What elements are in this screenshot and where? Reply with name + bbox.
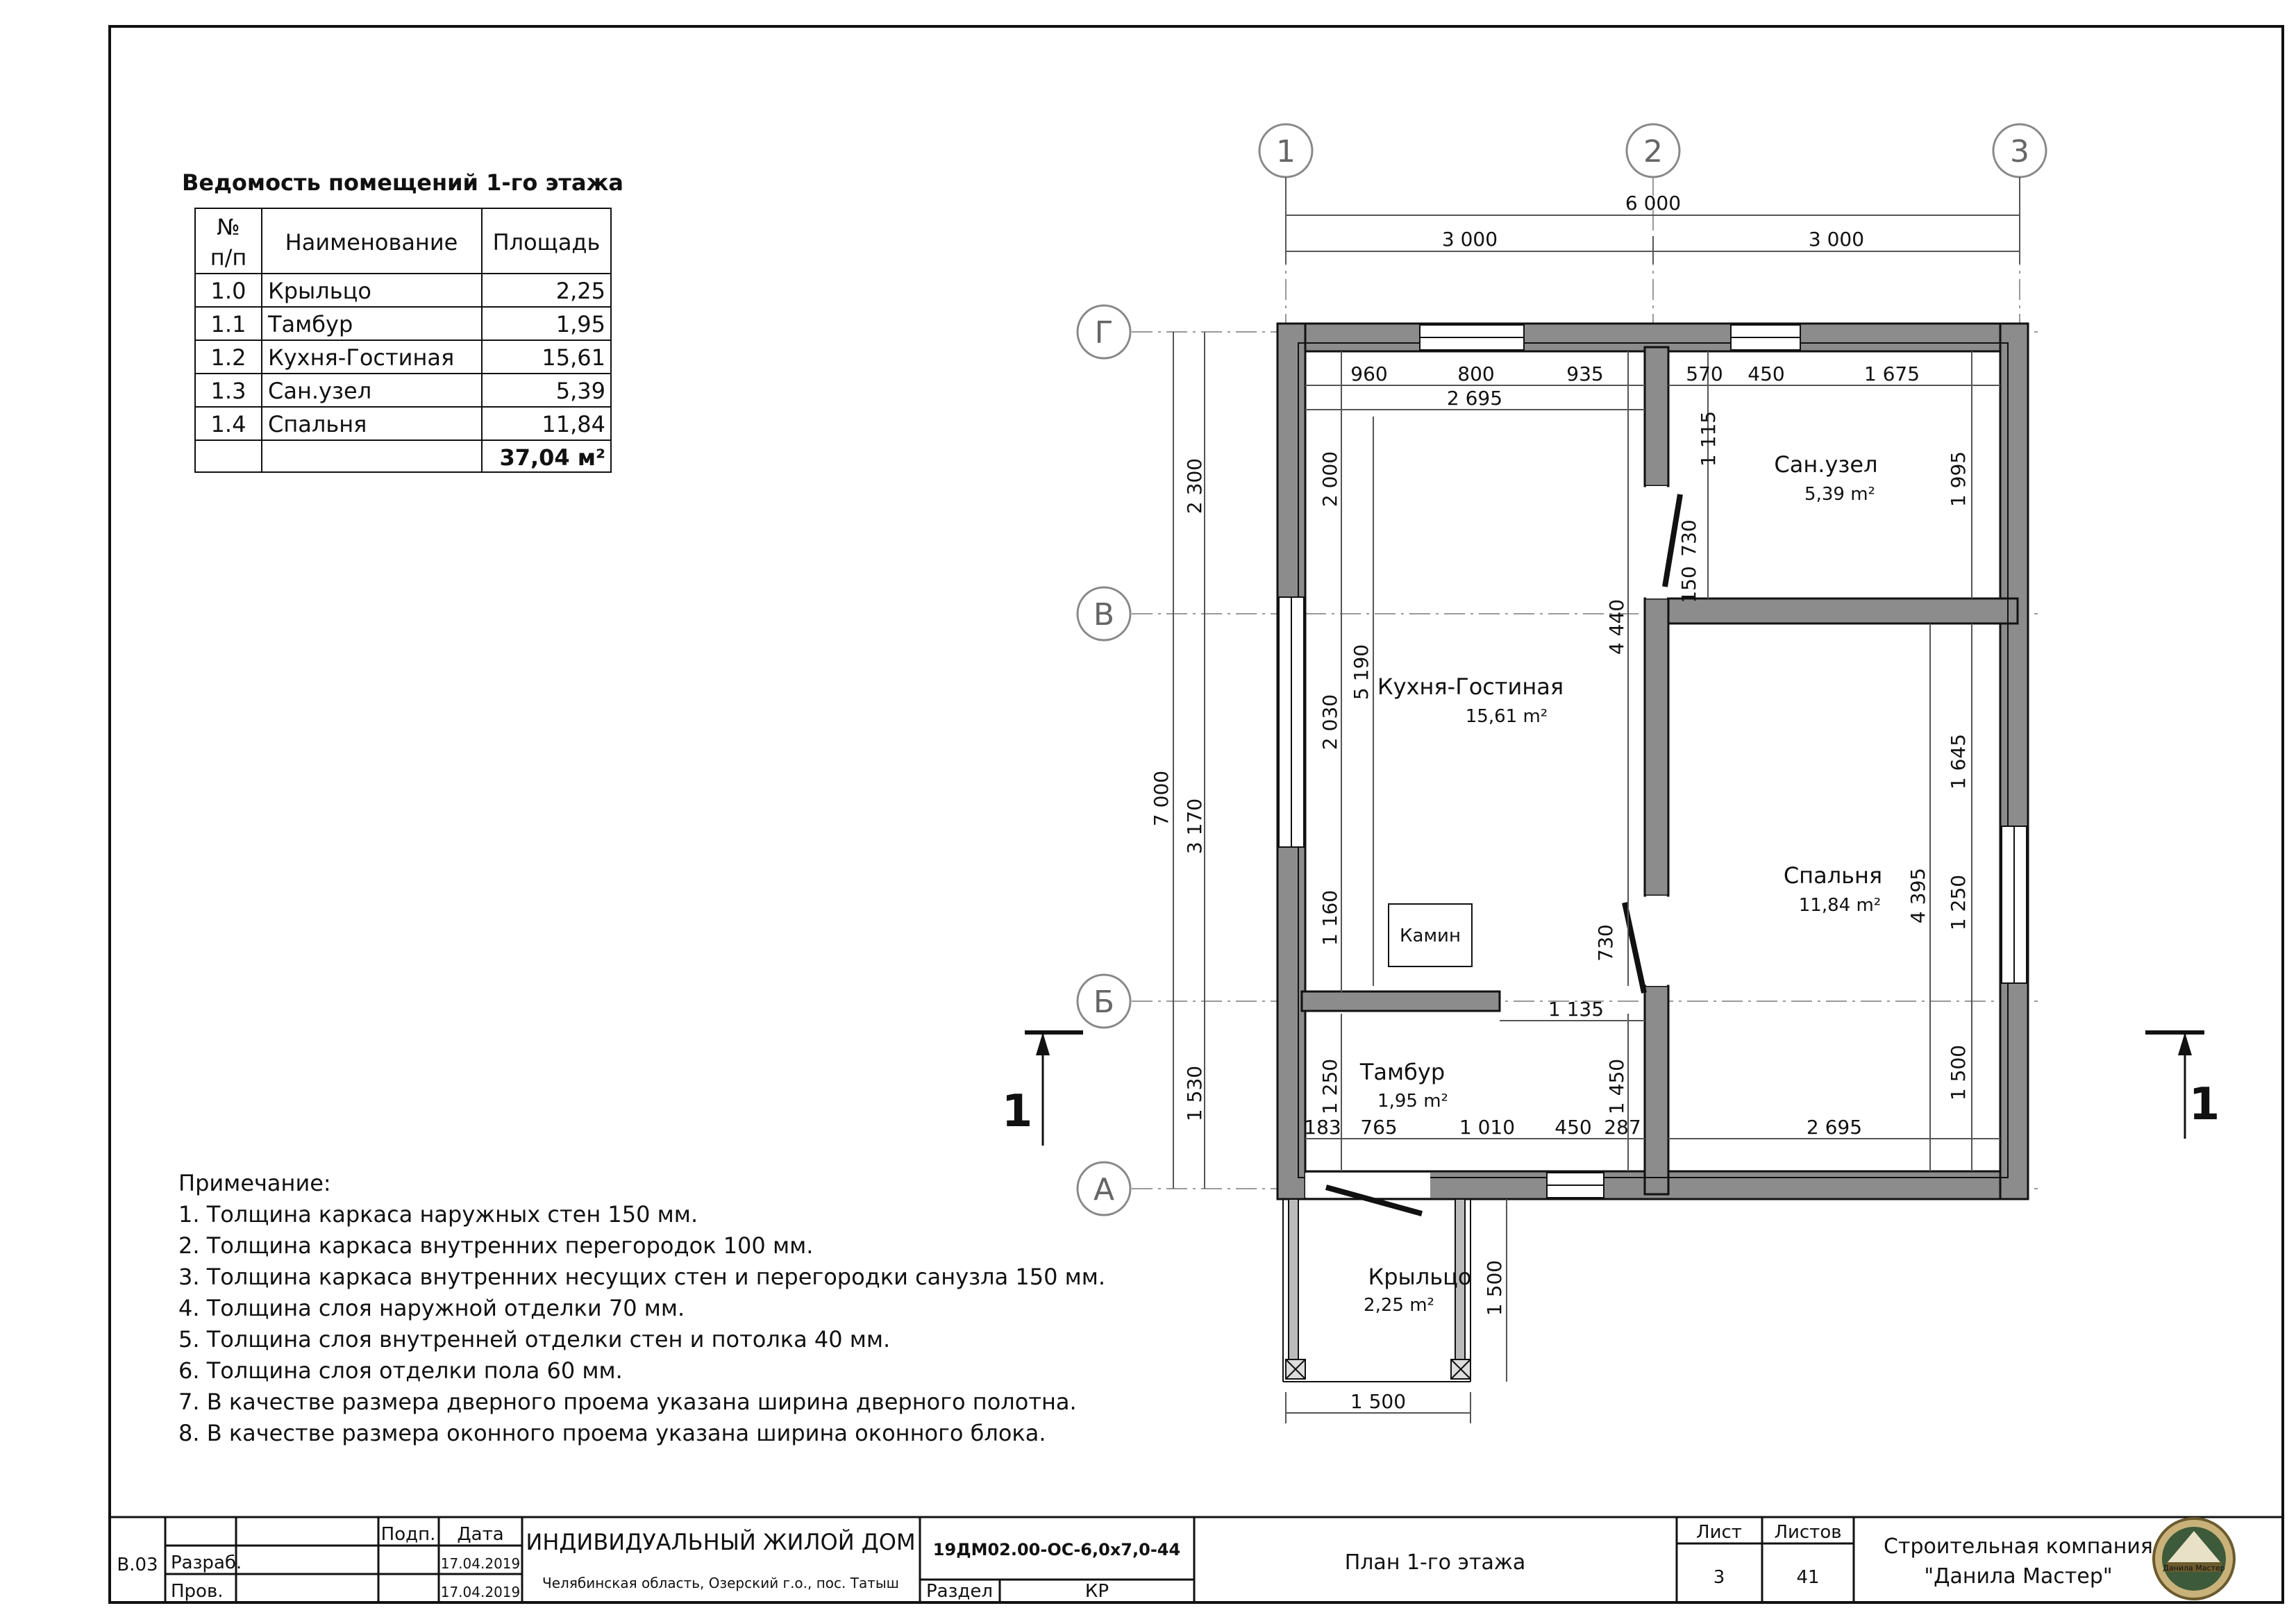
- room-area: 2,25 m²: [1364, 1295, 1434, 1316]
- sheet-title: План 1-го этажа: [1344, 1550, 1526, 1575]
- company-name-2: "Данила Мастер": [1924, 1564, 2113, 1589]
- dim-2000: 2 000: [1318, 451, 1341, 508]
- dim-183: 183: [1304, 1116, 1341, 1139]
- title-block: [110, 1517, 2283, 1602]
- dim-150: 150: [1677, 566, 1700, 603]
- dim-7000: 7 000: [1150, 770, 1173, 827]
- note-item: 1. Толщина каркаса наружных стен 150 мм.: [178, 1201, 698, 1228]
- dim-730-top: 730: [1677, 519, 1700, 557]
- schedule-header-name: Наименование: [285, 229, 458, 256]
- note-item: 5. Толщина слоя внутренней отделки стен и потолка 40 мм.: [178, 1326, 891, 1353]
- room-name: Тамбур: [1359, 1059, 1446, 1085]
- section-label: 1: [1001, 1086, 1033, 1137]
- dim-5190: 5 190: [1350, 644, 1373, 701]
- room-area: 5,39 m²: [1804, 484, 1875, 505]
- note-item: 8. В качестве размера оконного проема указана ширина оконного блока.: [178, 1420, 1046, 1446]
- project-name: ИНДИВИДУАЛЬНЫЙ ЖИЛОЙ ДОМ: [526, 1529, 916, 1555]
- dim-800: 800: [1457, 362, 1495, 385]
- dim-1250-right: 1 250: [1947, 874, 1970, 931]
- axis-label: 1: [1276, 134, 1296, 169]
- axis-label: Г: [1094, 315, 1114, 351]
- dim-1010: 1 010: [1459, 1116, 1516, 1139]
- dim-porch-width: 1 500: [1350, 1390, 1407, 1413]
- note-item: 7. В качестве размера дверного проема указана ширина дверного полотна.: [178, 1389, 1077, 1415]
- dim-1450: 1 450: [1605, 1058, 1628, 1115]
- dim-1115: 1 115: [1697, 410, 1720, 467]
- dim-1530: 1 530: [1183, 1065, 1206, 1122]
- room-name: Кухня-Гостиная: [1377, 673, 1564, 700]
- room-name: Сан.узел: [1774, 451, 1878, 478]
- schedule-row-num: 1.2: [210, 344, 246, 371]
- dim-450-vest: 450: [1555, 1116, 1592, 1139]
- axis-label: А: [1093, 1172, 1115, 1207]
- dim-1645: 1 645: [1947, 733, 1970, 790]
- chk-date: 17.04.2019: [440, 1584, 521, 1600]
- section-mark-right: [2145, 1032, 2220, 1139]
- dim-1135: 1 135: [1548, 998, 1604, 1021]
- dim-765: 765: [1360, 1116, 1398, 1139]
- project-location: Челябинская область, Озерский г.о., пос. Татыш: [542, 1575, 899, 1591]
- schedule-row-num: 1.4: [210, 411, 246, 437]
- dim-kitchen-width: 2 695: [1446, 387, 1503, 410]
- fireplace-label: Камин: [1400, 926, 1461, 946]
- dimension-texts: [1150, 192, 1970, 1413]
- dim-porch-depth: 1 500: [1483, 1259, 1506, 1316]
- schedule-header-area: Площадь: [492, 229, 601, 256]
- dev-label: Разраб.: [171, 1552, 242, 1573]
- dim-bedroom-width: 2 695: [1806, 1116, 1863, 1139]
- dim-4440: 4 440: [1605, 598, 1628, 655]
- dim-730-mid: 730: [1594, 924, 1617, 962]
- section-label: Раздел: [925, 1581, 994, 1602]
- room-area: 11,84 m²: [1798, 895, 1882, 916]
- schedule-row-area: 5,39: [555, 378, 605, 404]
- porch: [1283, 1199, 1470, 1382]
- dim-4395: 4 395: [1907, 867, 1929, 924]
- axis-label: 2: [1643, 134, 1663, 169]
- notes: [178, 1170, 1105, 1446]
- schedule-row-area: 2,25: [555, 278, 605, 304]
- dim-935: 935: [1566, 362, 1604, 385]
- sheet-number: 3: [1713, 1567, 1725, 1588]
- axis-label: В: [1093, 597, 1115, 633]
- room-name: Крыльцо: [1368, 1264, 1472, 1290]
- sheet-label: Лист: [1696, 1522, 1742, 1543]
- schedule-row-num: 1.0: [210, 278, 246, 304]
- dim-287: 287: [1604, 1116, 1641, 1139]
- note-item: 2. Толщина каркаса внутренних перегородок 100 мм.: [178, 1232, 814, 1259]
- room-area: 1,95 m²: [1377, 1091, 1448, 1112]
- col-date: Дата: [457, 1524, 504, 1545]
- sheets-total: 41: [1796, 1567, 1820, 1588]
- note-item: 4. Толщина слоя наружной отделки 70 мм.: [178, 1295, 685, 1321]
- dim-1675: 1 675: [1863, 362, 1920, 385]
- dim-570: 570: [1686, 362, 1723, 385]
- note-item: 3. Толщина каркаса внутренних несущих стен и перегородки санузла 150 мм.: [178, 1264, 1106, 1290]
- logo-text: Данила Мастер: [2163, 1564, 2225, 1573]
- dim-1250-vest: 1 250: [1318, 1058, 1341, 1115]
- schedule-row-name: Крыльцо: [268, 278, 371, 304]
- schedule-row-name: Спальня: [268, 411, 367, 437]
- sheets-label: Листов: [1774, 1522, 1842, 1543]
- section-value: КР: [1084, 1581, 1109, 1602]
- chk-label: Пров.: [171, 1581, 224, 1602]
- schedule-row-area: 1,95: [555, 311, 605, 337]
- dim-overall-width: 6 000: [1625, 192, 1682, 215]
- room-area: 15,61 m²: [1465, 706, 1548, 727]
- axis-label: Б: [1093, 985, 1115, 1020]
- room-name: Спальня: [1783, 862, 1883, 889]
- dim-960: 960: [1350, 362, 1388, 385]
- col-sign: Подп.: [380, 1524, 436, 1545]
- doc-code: 19ДМ02.00-ОС-6,0х7,0-44: [932, 1540, 1181, 1559]
- dim-bay-1-2: 3 000: [1441, 228, 1498, 251]
- dim-bay-2-3: 3 000: [1808, 228, 1865, 251]
- axis-label: 3: [2010, 134, 2029, 169]
- notes-title: Примечание:: [178, 1170, 331, 1196]
- grid-axes: [1078, 124, 2046, 1215]
- dim-1500-right: 1 500: [1947, 1044, 1970, 1101]
- schedule-row-num: 1.1: [210, 311, 246, 337]
- schedule-total: 37,04 м²: [499, 444, 605, 471]
- note-item: 6. Толщина слоя отделки пола 60 мм.: [178, 1357, 623, 1384]
- schedule-row-name: Сан.узел: [268, 378, 372, 404]
- schedule-row-num: 1.3: [210, 378, 246, 404]
- section-mark-left: [1002, 1032, 1083, 1146]
- schedule-row-area: 15,61: [542, 344, 605, 371]
- schedule-header-num-2: п/п: [210, 244, 247, 271]
- section-label: 1: [2188, 1079, 2220, 1130]
- company-logo: [2154, 1518, 2234, 1599]
- dim-3170: 3 170: [1183, 798, 1206, 855]
- sheet-code: В.03: [117, 1555, 158, 1575]
- schedule-row-name: Тамбур: [268, 311, 353, 337]
- dim-450: 450: [1748, 362, 1785, 385]
- schedule-row-area: 11,84: [542, 411, 605, 437]
- schedule-title: Ведомость помещений 1-го этажа: [181, 169, 624, 196]
- company-name: Строительная компания: [1884, 1534, 2153, 1559]
- room-schedule: [182, 169, 623, 472]
- schedule-header-num-1: №: [217, 214, 240, 240]
- schedule-row-name: Кухня-Гостиная: [268, 344, 455, 371]
- fireplace: [1389, 904, 1472, 966]
- dim-1160: 1 160: [1318, 889, 1341, 946]
- dim-2300: 2 300: [1183, 458, 1206, 514]
- dev-date: 17.04.2019: [440, 1555, 521, 1572]
- dim-2030: 2 030: [1318, 694, 1341, 751]
- dim-1995: 1 995: [1947, 451, 1970, 508]
